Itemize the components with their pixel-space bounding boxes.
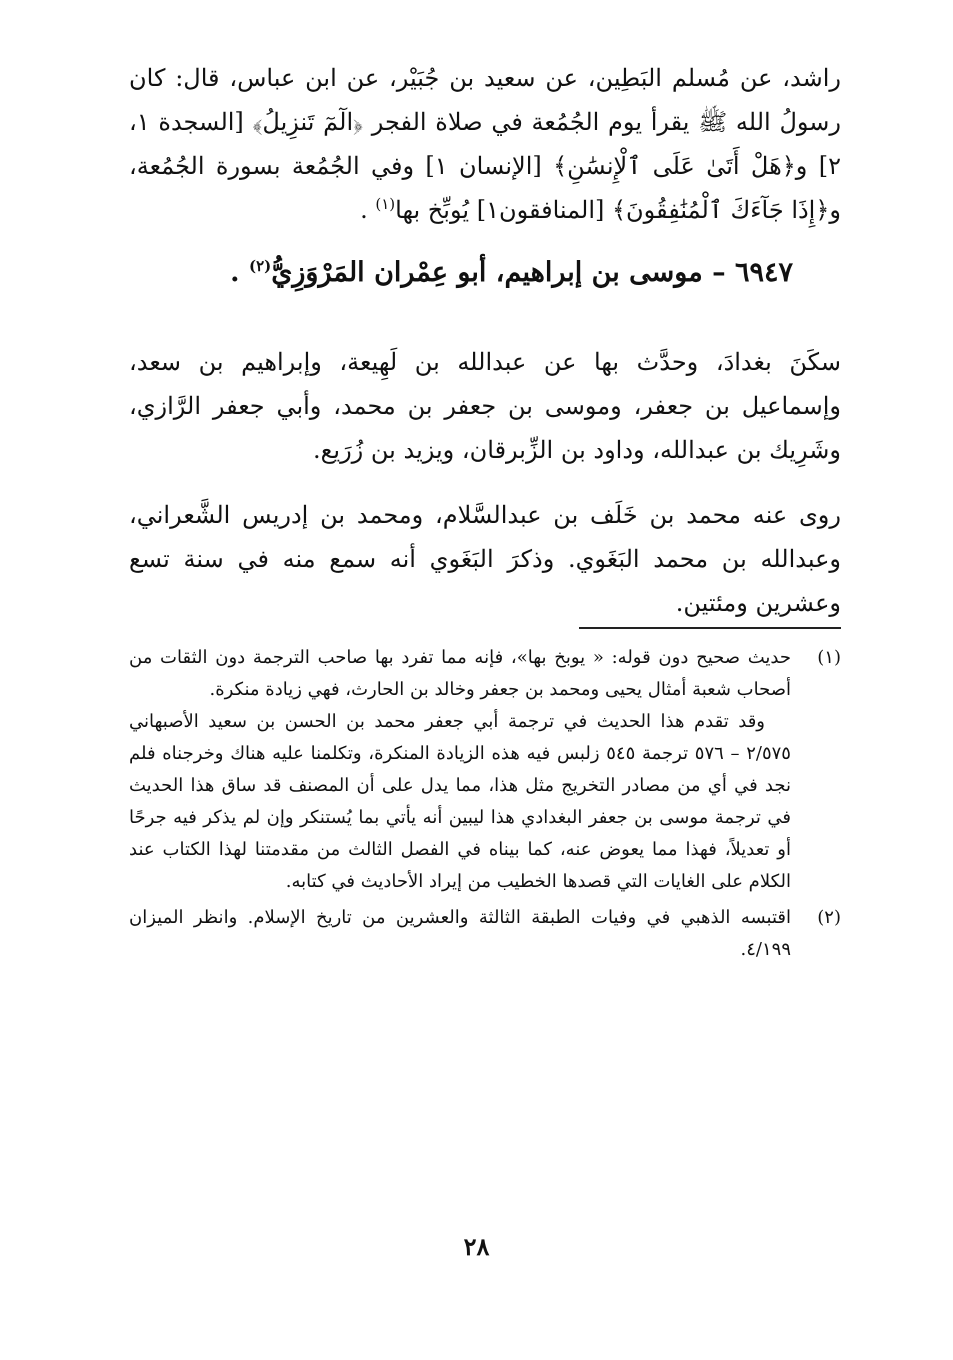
continuation-end: . — [360, 196, 368, 224]
footnote-1 — [129, 642, 841, 898]
footnote-paragraph: حديث صحيح دون قوله: « يوبخ بها»، فإنه مما تفرد بها صاحب الترجمة دون الثقات من أصحاب شعبة أمثال يحيى ومحمد بن جعفر وخالد بن الحارث، فهي زيادة منكرة. — [129, 647, 791, 700]
footnote-body — [129, 902, 791, 966]
paragraph-students: روى عنه محمد بن خَلَف بن عبدالسَّلام، ومحمد بن إدريس الشَّعراني، وعبدالله بن محمد البَغَوي. وذكرَ البَغَوي أنه سمع منه في سنة تسع وعشرين ومئتين. — [129, 501, 841, 617]
footnote-2 — [129, 902, 841, 966]
footnote-body — [129, 642, 791, 898]
continuation-text: راشد، عن مُسلم البَطِين، عن سعيد بن جُبَيْر، عن ابن عباس، قال: كان رسولُ الله ﷺ يقرأ يوم الجُمُعة في صلاة الفجر ﴿الٓمٓ تَنزِيلُ﴾ [السجدة ١، ٢] و﴿هَلْ أَتَىٰ عَلَى ٱلْإِنسَٰنِ﴾ [الإنسان ١] وفي الجُمُعة بسورة الجُمُعة، و﴿إِذَا جَآءَكَ ٱلْمُنَٰفِقُونَ﴾ [المنافقون١] يُوبِّخ بها — [129, 64, 841, 224]
footnote-paragraph: اقتبسه الذهبي في وفيات الطبقة الثالثة والعشرين من تاريخ الإسلام. وانظر الميزان ٤/١٩٩. — [129, 907, 791, 960]
footnote-ref-2: (٢) — [248, 257, 272, 275]
footnote-ref-1: (١) — [375, 195, 396, 213]
footnote-number: (١) — [817, 647, 841, 668]
footnotes-section — [129, 642, 841, 970]
footnote-paragraph: وقد تقدم هذا الحديث في ترجمة أبي جعفر محمد بن الحسن بن سعيد الأصبهاني ٢/٥٧٥ – ٥٧٦ ترجمة ٥٤٥ زلبس فيه هذه الزيادة المنكرة، وتكلمنا عليه هناك وخرجناه فلم نجد في أي من مصادر التخريج مثل هذا، مما يدل على أن المصنف قد ساق هذا الحديث في ترجمة موسى بن جعفر البغدادي هذا ليبين أنه يأتي بما يُستنكر وإن لم يذكر فيه جرحًا أو تعديلاً، فهذا مما يعوض عنه، كما بيناه في الفصل الثالث من مقدمتنا لهذا الكتاب عند الكلام على الغايات التي قصدها الخطيب من إيراد الأحاديث في كتابه. — [129, 711, 791, 892]
paragraph-teachers: سكَنَ بغدادَ، وحدَّث بها عن عبدالله بن لَهِيعة، وإبراهيم بن سعد، وإسماعيل بن جعفر، وموسى بن جعفر بن محمد، وأبي جعفر الرَّازي، وشَرِيك بن عبدالله، وداود بن الزِّبرقان، ويزيد بن زُرَيع. — [129, 348, 841, 464]
entry-heading-end: . — [230, 257, 240, 288]
footnote-divider — [579, 627, 841, 629]
entry-heading-text: ٦٩٤٧ – موسى بن إبراهيم، أبو عِمْران المَرْوَزِيُّ — [271, 257, 793, 288]
hadith-continuation — [129, 56, 841, 232]
footnote-number: (٢) — [817, 907, 841, 928]
entry-heading — [153, 250, 793, 296]
page-number: ٢٨ — [463, 1232, 490, 1261]
